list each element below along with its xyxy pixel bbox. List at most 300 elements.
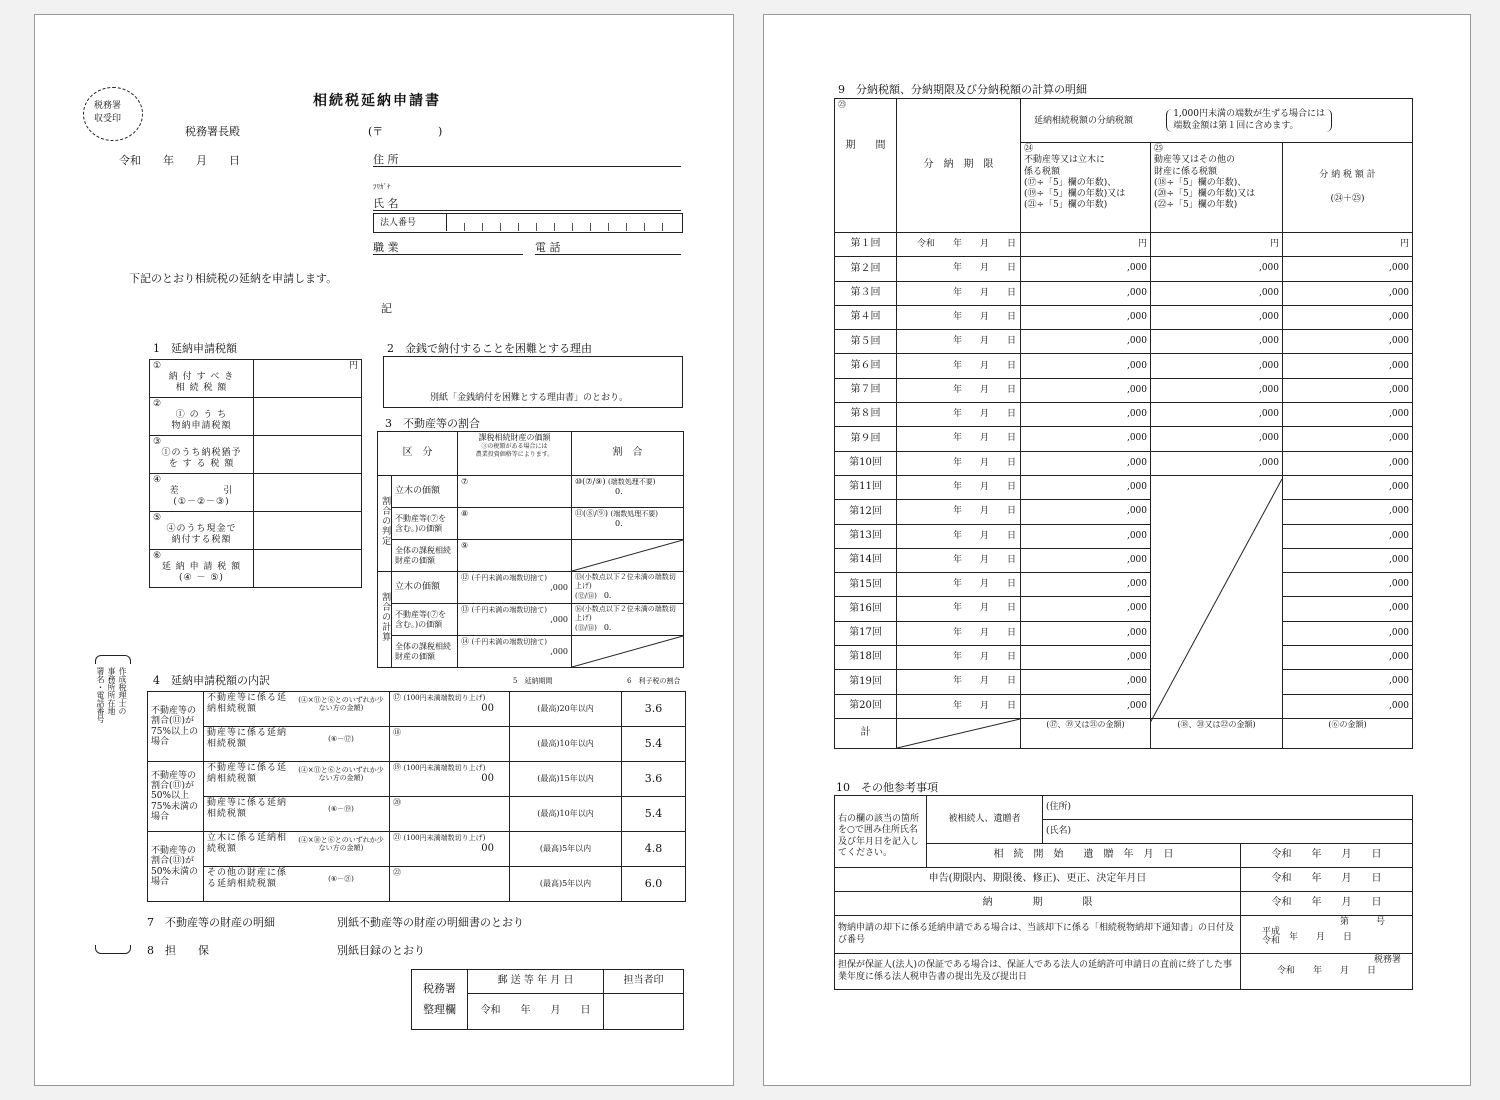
installment-deadline[interactable]: 年 月 日 bbox=[897, 548, 1021, 572]
installment-total[interactable]: ,000 bbox=[1283, 524, 1413, 548]
sec1-row-num: ⑤ bbox=[153, 513, 162, 523]
sec3-r3-diagonal bbox=[572, 540, 684, 572]
installment-label: 第16回 bbox=[835, 597, 897, 621]
section-10-title: 10 その他参考事項 bbox=[836, 781, 938, 794]
installment-total[interactable]: ,000 bbox=[1283, 670, 1413, 694]
section-7-title: 7 不動産等の財産の明細 bbox=[147, 916, 275, 929]
installment-col24[interactable]: ,000 bbox=[1021, 378, 1151, 402]
sec4-label: 不動産等に係る延納相続税額 bbox=[207, 763, 288, 785]
installment-row bbox=[835, 524, 1413, 548]
sec3-r5-ratio2: (⑬/⑭) bbox=[575, 623, 597, 632]
installment-deadline[interactable]: 年 月 日 bbox=[897, 475, 1021, 499]
occupation-label: 職 業 bbox=[373, 241, 399, 254]
installment-col24[interactable]: ,000 bbox=[1021, 427, 1151, 451]
installment-col24[interactable]: ,000 bbox=[1021, 621, 1151, 645]
installment-col24[interactable]: ,000 bbox=[1021, 305, 1151, 329]
sec1-row-value[interactable] bbox=[254, 474, 362, 512]
diagonal-line bbox=[572, 540, 683, 571]
installment-col24[interactable]: ,000 bbox=[1021, 500, 1151, 524]
sec3-r2-num[interactable]: ⑧ bbox=[458, 508, 572, 540]
sec3-r3-label: 全体の課税相続財産の価額 bbox=[392, 540, 458, 572]
sec4-condition: 不動産等の割合(⑪)が75%以上の場合 bbox=[148, 692, 204, 762]
address-label: 住 所 bbox=[373, 153, 399, 166]
sec4-rate: 6.0 bbox=[622, 867, 686, 902]
sec4-row bbox=[148, 727, 686, 762]
sec3-r1-ratio-val: 0. bbox=[615, 487, 623, 496]
installment-label: 第15回 bbox=[835, 573, 897, 597]
ref-butsunou-date-row bbox=[1244, 928, 1409, 946]
total-col25[interactable]: (⑱、⑳又は㉒の金額) bbox=[1151, 718, 1283, 748]
installment-label: 第４回 bbox=[835, 305, 897, 329]
sec4-term[interactable]: (最高)10年以内 bbox=[510, 797, 622, 832]
sec4-label: 動産等に係る延納相続税額 bbox=[207, 798, 288, 820]
installment-col24[interactable]: ,000 bbox=[1021, 475, 1151, 499]
ref-butsunou-value[interactable] bbox=[1241, 916, 1413, 954]
sec9-head-period-label: 期 間 bbox=[845, 140, 886, 151]
section-5-title: 5 延納期間 bbox=[513, 677, 553, 685]
installment-deadline[interactable]: 年 月 日 bbox=[897, 573, 1021, 597]
installment-deadline[interactable]: 年 月 日 bbox=[897, 403, 1021, 427]
phone-label: 電 話 bbox=[535, 241, 561, 254]
sec9-head-col24 bbox=[1021, 143, 1151, 233]
sec4-label: 動産等に係る延納相続税額 bbox=[207, 728, 288, 750]
installment-deadline[interactable]: 年 月 日 bbox=[897, 500, 1021, 524]
installment-col24[interactable]: ,000 bbox=[1021, 257, 1151, 281]
sec1-row-value[interactable] bbox=[254, 512, 362, 550]
form-title: 相続税延納申請書 bbox=[313, 93, 441, 109]
sec4-label-cell bbox=[204, 727, 390, 762]
ref-address[interactable]: (住所) bbox=[1043, 796, 1413, 820]
tax-accountant-side-note bbox=[93, 655, 129, 755]
bracket-top bbox=[95, 655, 131, 664]
installment-row bbox=[835, 281, 1413, 305]
installment-col24[interactable]: ,000 bbox=[1021, 694, 1151, 718]
name-label: 氏 名 bbox=[373, 197, 399, 210]
receipt-stamp-circle bbox=[83, 87, 143, 141]
sec4-num: ⑰ bbox=[393, 693, 401, 702]
installment-col24[interactable]: ,000 bbox=[1021, 451, 1151, 475]
sec1-row bbox=[150, 512, 362, 550]
installment-label: 第３回 bbox=[835, 281, 897, 305]
tax-office-addressee: 税務署長殿 bbox=[185, 125, 240, 138]
installment-label: 第20回 bbox=[835, 694, 897, 718]
corporate-number-box[interactable] bbox=[373, 213, 683, 233]
sec4-note: (100円未満端数切り上げ) bbox=[403, 834, 486, 842]
section-3-group-judgement bbox=[378, 476, 392, 572]
installment-total[interactable]: ,000 bbox=[1283, 573, 1413, 597]
installment-deadline[interactable]: 年 月 日 bbox=[897, 378, 1021, 402]
sec4-label: 不動産等に係る延納相続税額 bbox=[207, 693, 288, 715]
sec1-row-label-cell bbox=[150, 474, 254, 512]
installment-total[interactable]: ,000 bbox=[1283, 378, 1413, 402]
sec4-label-cell bbox=[204, 867, 390, 902]
installment-deadline[interactable]: 年 月 日 bbox=[897, 646, 1021, 670]
sec1-row-label: 納 付 す べ き 相 続 税 額 bbox=[168, 372, 235, 393]
sec1-row bbox=[150, 398, 362, 436]
ref-start-date[interactable]: 令和 年 月 日 bbox=[1241, 844, 1413, 868]
section-9-col25-diagonal bbox=[1150, 479, 1282, 723]
sec3-r5-ratio[interactable] bbox=[572, 604, 684, 636]
sec4-amount-cell[interactable] bbox=[390, 832, 510, 867]
sec1-row bbox=[150, 474, 362, 512]
section-3-table bbox=[377, 431, 684, 668]
sec4-condition: 不動産等の割合(⑪)が50%以上75%未満の場合 bbox=[148, 762, 204, 832]
section-3-head-kubun: 区 分 bbox=[378, 432, 458, 476]
sec9-head-col24-num: ㉔ bbox=[1024, 144, 1034, 154]
section-9-title: 9 分納税額、分納期限及び分納税額の計算の明細 bbox=[838, 83, 1087, 96]
installment-col24[interactable]: ,000 bbox=[1021, 354, 1151, 378]
sec4-term[interactable]: (最高)5年以内 bbox=[510, 832, 622, 867]
section-2-text: 別紙「金銭納付を困難とする理由書」のとおり。 bbox=[430, 393, 629, 403]
stamp-text-1: 税務署 bbox=[94, 101, 122, 111]
section-8-value: 別紙目録のとおり bbox=[337, 944, 425, 957]
ki-marker: 記 bbox=[381, 302, 392, 315]
sec4-calc: (⑥－㉑) bbox=[328, 874, 354, 883]
section-2-box[interactable] bbox=[383, 356, 683, 408]
installment-total[interactable]: ,000 bbox=[1283, 451, 1413, 475]
installment-col24[interactable]: ,000 bbox=[1021, 548, 1151, 572]
corporate-number-digits bbox=[446, 214, 679, 231]
installment-total[interactable]: ,000 bbox=[1283, 330, 1413, 354]
installment-label: 第２回 bbox=[835, 257, 897, 281]
installment-row bbox=[835, 403, 1413, 427]
installment-col24[interactable]: ,000 bbox=[1021, 597, 1151, 621]
diagonal-line bbox=[897, 719, 1020, 748]
ref-guarantor-value[interactable] bbox=[1241, 954, 1413, 990]
installment-row bbox=[835, 694, 1413, 718]
installment-row bbox=[835, 305, 1413, 329]
ref-butsunou-era bbox=[1244, 928, 1280, 946]
installment-col25[interactable]: ,000 bbox=[1151, 378, 1283, 402]
sec1-row-value[interactable] bbox=[254, 550, 362, 588]
sec4-condition: 不動産等の割合(⑪)が50%未満の場合 bbox=[148, 832, 204, 902]
section-6-title: 6 利子税の割合 bbox=[627, 677, 681, 685]
ref-guarantor-date: 令和 年 月 日 bbox=[1276, 966, 1376, 977]
installment-col24[interactable]: ,000 bbox=[1021, 524, 1151, 548]
sec4-calc: (④×⑪と⑥とのいずれか少ない方の金額) bbox=[298, 765, 384, 783]
installment-total[interactable]: ,000 bbox=[1283, 305, 1413, 329]
installment-total-row bbox=[835, 718, 1413, 748]
office-box-date[interactable]: 令和 年 月 日 bbox=[468, 994, 604, 1030]
installment-col25[interactable]: ,000 bbox=[1151, 427, 1283, 451]
sec4-label-cell bbox=[204, 692, 390, 727]
sec3-r1-ratio-note: (端数処理不要) bbox=[608, 478, 656, 486]
ref-guarantor-office: 税務署 bbox=[1373, 955, 1401, 965]
sec1-row-num: ⑥ bbox=[153, 551, 162, 561]
sec4-term[interactable]: (最高)5年以内 bbox=[510, 867, 622, 902]
installment-deadline[interactable]: 年 月 日 bbox=[897, 354, 1021, 378]
name-field[interactable] bbox=[373, 197, 681, 211]
sec4-amount-cell[interactable] bbox=[390, 762, 510, 797]
installment-total[interactable]: ,000 bbox=[1283, 354, 1413, 378]
sec3-r2-ratio[interactable] bbox=[572, 508, 684, 540]
sec3-r4-ratio2: (⑫/⑭) bbox=[575, 591, 597, 600]
phone-field[interactable] bbox=[535, 241, 681, 255]
sec3-r5-ratio-label: ⑯(小数点以下２位未満の端数切上げ) bbox=[575, 605, 676, 622]
sec3-r6-num-text: ⑭ bbox=[461, 637, 469, 646]
section-10-table bbox=[834, 795, 1413, 990]
section-3-group-calc-label: 割合の計算 bbox=[380, 592, 391, 643]
ref-name[interactable]: (氏名) bbox=[1043, 820, 1413, 844]
sec4-num: ㉑ bbox=[393, 833, 401, 842]
sec4-num: ⑱ bbox=[393, 728, 401, 737]
sec4-label-cell bbox=[204, 797, 390, 832]
installment-col25[interactable]: ,000 bbox=[1151, 330, 1283, 354]
sec4-row bbox=[148, 797, 686, 832]
installment-deadline[interactable]: 年 月 日 bbox=[897, 694, 1021, 718]
sec9-head-period bbox=[835, 99, 897, 233]
sec9-head-amount-title: 延納相続税額の分納税額 bbox=[1034, 116, 1134, 126]
installment-label: 第５回 bbox=[835, 330, 897, 354]
sec1-row-label-cell bbox=[150, 398, 254, 436]
sec3-r4-num[interactable] bbox=[458, 572, 572, 604]
furigana-label: ﾌﾘｶﾞﾅ bbox=[373, 183, 391, 191]
installment-label: 第17回 bbox=[835, 621, 897, 645]
sec4-label-cell bbox=[204, 762, 390, 797]
sec4-term[interactable]: (最高)15年以内 bbox=[510, 762, 622, 797]
installment-col24[interactable]: ,000 bbox=[1021, 330, 1151, 354]
installment-total[interactable]: ,000 bbox=[1283, 257, 1413, 281]
total-label: 計 bbox=[835, 718, 897, 748]
stamp-text-2: 収受印 bbox=[94, 114, 122, 124]
section-3-title: 3 不動産等の割合 bbox=[385, 417, 480, 430]
installment-col25[interactable]: ,000 bbox=[1151, 281, 1283, 305]
installment-total[interactable]: ,000 bbox=[1283, 548, 1413, 572]
ref-due-date[interactable]: 令和 年 月 日 bbox=[1241, 892, 1413, 916]
installment-label: 第６回 bbox=[835, 354, 897, 378]
sec4-amount-cell[interactable] bbox=[390, 797, 510, 832]
ref-butsunou-date: 年 月 日 bbox=[1289, 932, 1353, 943]
ref-report-label: 申告(期限内、期限後、修正)、更正、決定年月日 bbox=[835, 868, 1241, 892]
sec3-r2-ratio-label: ⑪(⑧/⑨) bbox=[575, 509, 608, 518]
total-col24[interactable]: (⑰、⑲又は㉑の金額) bbox=[1021, 718, 1151, 748]
section-8-title: 8 担 保 bbox=[147, 944, 209, 957]
sec4-calc: (④×⑪と⑥とのいずれか少ない方の金額) bbox=[298, 695, 384, 713]
sec1-row-num: ③ bbox=[153, 437, 162, 447]
sec3-r5-amount: ,000 bbox=[550, 615, 568, 624]
sec1-row-num: ② bbox=[153, 399, 162, 409]
sec1-row-label: ④のうち現金で 納付する税額 bbox=[166, 524, 237, 545]
installment-label: 第８回 bbox=[835, 403, 897, 427]
address-field[interactable] bbox=[373, 153, 681, 167]
installment-label: 第19回 bbox=[835, 670, 897, 694]
installment-label: 第９回 bbox=[835, 427, 897, 451]
installment-deadline[interactable]: 年 月 日 bbox=[897, 427, 1021, 451]
section-7-value: 別紙不動産等の財産の明細書のとおり bbox=[337, 916, 524, 929]
sec3-r1-label: 立木の価額 bbox=[392, 476, 458, 508]
installment-col24[interactable]: ,000 bbox=[1021, 281, 1151, 305]
installment-label: 第14回 bbox=[835, 548, 897, 572]
sec4-calc: (⑥－⑰) bbox=[328, 734, 354, 743]
installment-label: 第18回 bbox=[835, 646, 897, 670]
installment-deadline[interactable]: 年 月 日 bbox=[897, 257, 1021, 281]
installment-col24[interactable]: 円 bbox=[1021, 233, 1151, 257]
sec3-r6-num[interactable] bbox=[458, 636, 572, 668]
sec9-head-num: ㉓ bbox=[838, 100, 846, 109]
sec3-r6-diagonal bbox=[572, 636, 684, 668]
sec4-label-cell bbox=[204, 832, 390, 867]
installment-col25[interactable]: ,000 bbox=[1151, 451, 1283, 475]
sec3-r5-label: 不動産等(⑦を含む。)の価額 bbox=[392, 604, 458, 636]
installment-row bbox=[835, 597, 1413, 621]
sec3-r4-label: 立木の価額 bbox=[392, 572, 458, 604]
sec4-calc: (⑥－⑲) bbox=[328, 804, 354, 813]
postal-code-open: (〒 bbox=[368, 125, 384, 138]
office-processing-box bbox=[411, 969, 684, 1030]
installment-col25[interactable]: ,000 bbox=[1151, 305, 1283, 329]
sec9-head-col25 bbox=[1151, 143, 1283, 233]
installment-row bbox=[835, 354, 1413, 378]
installment-label: 第１回 bbox=[835, 233, 897, 257]
section-3-group-judgement-label: 割合の判定 bbox=[380, 496, 391, 547]
installment-total[interactable]: 円 bbox=[1283, 233, 1413, 257]
installment-deadline[interactable]: 年 月 日 bbox=[897, 524, 1021, 548]
installment-total[interactable]: ,000 bbox=[1283, 621, 1413, 645]
installment-deadline[interactable]: 年 月 日 bbox=[897, 451, 1021, 475]
sec4-amount-cell[interactable] bbox=[390, 727, 510, 762]
sec3-r4-ratio-val: 0. bbox=[603, 590, 612, 600]
installment-deadline[interactable]: 年 月 日 bbox=[897, 330, 1021, 354]
installment-row bbox=[835, 451, 1413, 475]
installment-total[interactable]: ,000 bbox=[1283, 500, 1413, 524]
side-note-col-3: 署名・電話番号 bbox=[96, 667, 105, 723]
installment-col24[interactable]: ,000 bbox=[1021, 403, 1151, 427]
installment-total[interactable]: ,000 bbox=[1283, 646, 1413, 670]
sec1-row bbox=[150, 360, 362, 398]
sec4-rate: 3.6 bbox=[622, 692, 686, 727]
installment-col25[interactable]: ,000 bbox=[1151, 257, 1283, 281]
sec4-row bbox=[148, 692, 686, 727]
occupation-field[interactable] bbox=[373, 241, 523, 255]
installment-row bbox=[835, 573, 1413, 597]
sec3-r4-ratio-label: ⑬(小数点以下２位未満の端数切上げ) bbox=[575, 573, 676, 590]
sec3-r5-note: (千円未満の端数切捨て) bbox=[471, 606, 548, 614]
sec9-head-total-label: 分 納 税 額 計 bbox=[1319, 170, 1376, 181]
sec3-r1-ratio[interactable] bbox=[572, 476, 684, 508]
installment-label: 第13回 bbox=[835, 524, 897, 548]
sec3-r3-num[interactable]: ⑨ bbox=[458, 540, 572, 572]
sec1-row-num: ④ bbox=[153, 475, 162, 485]
installment-deadline[interactable]: 年 月 日 bbox=[897, 597, 1021, 621]
sec4-rate: 5.4 bbox=[622, 727, 686, 762]
sec1-row-value[interactable]: 円 bbox=[254, 360, 362, 398]
sec4-amount-cell[interactable] bbox=[390, 867, 510, 902]
installment-deadline[interactable]: 令和 年 月 日 bbox=[897, 233, 1021, 257]
section-4-title: 4 延納申請税額の内訳 bbox=[153, 674, 270, 687]
office-box-title: 税務署 整理欄 bbox=[412, 970, 468, 1030]
installment-total[interactable]: ,000 bbox=[1283, 475, 1413, 499]
sec1-row-value[interactable] bbox=[254, 436, 362, 474]
sec9-head-amount-note: 1,000円未満の端数が生ずる場合には 端数金額は第１回に含めます。 bbox=[1166, 109, 1332, 132]
installment-row bbox=[835, 500, 1413, 524]
installment-row bbox=[835, 646, 1413, 670]
sec4-term[interactable]: (最高)20年以内 bbox=[510, 692, 622, 727]
installment-total[interactable]: ,000 bbox=[1283, 281, 1413, 305]
installment-total[interactable]: ,000 bbox=[1283, 597, 1413, 621]
sec3-r5-num[interactable] bbox=[458, 604, 572, 636]
installment-col24[interactable]: ,000 bbox=[1021, 646, 1151, 670]
sec1-row-label-cell bbox=[150, 512, 254, 550]
sec4-row bbox=[148, 832, 686, 867]
installment-col25[interactable]: ,000 bbox=[1151, 403, 1283, 427]
sec1-row-label-cell bbox=[150, 436, 254, 474]
installment-label: 第10回 bbox=[835, 451, 897, 475]
installment-col24[interactable]: ,000 bbox=[1021, 670, 1151, 694]
section-3-head-value-text: 課税相続財産の価額 bbox=[478, 433, 551, 442]
bracket-bottom bbox=[95, 945, 131, 954]
sec3-r4-ratio[interactable] bbox=[572, 572, 684, 604]
sec4-num: ㉒ bbox=[393, 868, 401, 877]
installment-row bbox=[835, 257, 1413, 281]
ref-report-date[interactable]: 令和 年 月 日 bbox=[1241, 868, 1413, 892]
section-2-title: 2 金銭で納付することを困難とする理由 bbox=[387, 342, 592, 355]
ref-butsunou-era-2: 令和 bbox=[1262, 936, 1281, 947]
installment-deadline[interactable]: 年 月 日 bbox=[897, 281, 1021, 305]
ref-party-label: 被相続人、遺贈者 bbox=[927, 796, 1043, 844]
installment-total[interactable]: ,000 bbox=[1283, 427, 1413, 451]
section-1-title: 1 延納申請税額 bbox=[153, 342, 237, 355]
sec1-row-value[interactable] bbox=[254, 398, 362, 436]
sec3-r2-label: 不動産等(⑦を含む。)の価額 bbox=[392, 508, 458, 540]
installment-label: 第７回 bbox=[835, 378, 897, 402]
intro-statement: 下記のとおり相続税の延納を申請します。 bbox=[129, 272, 338, 285]
sec1-row-label: 差 引 (①－②－③) bbox=[169, 486, 234, 507]
installment-total[interactable]: ,000 bbox=[1283, 694, 1413, 718]
sec4-amount: 00 bbox=[481, 843, 494, 854]
section-3-group-calc bbox=[378, 572, 392, 668]
sec4-amount: 00 bbox=[481, 703, 494, 714]
installment-col25[interactable]: ,000 bbox=[1151, 354, 1283, 378]
sec4-note: (100円未満端数切り上げ) bbox=[403, 694, 486, 702]
sec4-note: (100円未満端数切り上げ) bbox=[403, 764, 486, 772]
sec4-calc: (④×⑩と⑥とのいずれか少ない方の金額) bbox=[298, 835, 384, 853]
office-box-mail-label: 郵 送 等 年 月 日 bbox=[468, 970, 604, 994]
sec4-amount-cell[interactable] bbox=[390, 692, 510, 727]
sec3-r1-num[interactable]: ⑦ bbox=[458, 476, 572, 508]
office-box-officer-label: 担当者印 bbox=[604, 970, 684, 994]
form-page-2 bbox=[763, 14, 1471, 1086]
installment-col25[interactable]: 円 bbox=[1151, 233, 1283, 257]
sec1-row-label-cell bbox=[150, 360, 254, 398]
form-page-1 bbox=[34, 14, 734, 1086]
sec1-row-num: ① bbox=[153, 361, 162, 371]
installment-label: 第12回 bbox=[835, 500, 897, 524]
ref-due-label: 納 期 限 bbox=[835, 892, 1241, 916]
sec3-r5-num-text: ⑬ bbox=[461, 605, 469, 614]
installment-deadline[interactable]: 年 月 日 bbox=[897, 305, 1021, 329]
sec3-r2-ratio-val: 0. bbox=[615, 519, 623, 528]
diagonal-line bbox=[572, 636, 683, 667]
installment-row bbox=[835, 621, 1413, 645]
installment-row bbox=[835, 548, 1413, 572]
sec9-head-total bbox=[1283, 143, 1413, 233]
total-sum[interactable]: (⑥の金額) bbox=[1283, 718, 1413, 748]
installment-deadline[interactable]: 年 月 日 bbox=[897, 621, 1021, 645]
sec4-term[interactable]: (最高)10年以内 bbox=[510, 727, 622, 762]
sec3-r2-ratio-note: (端数処理不要) bbox=[610, 510, 658, 518]
section-4-table bbox=[147, 691, 686, 902]
office-box-officer-seal[interactable] bbox=[604, 994, 684, 1030]
installment-deadline[interactable]: 年 月 日 bbox=[897, 670, 1021, 694]
sec4-rate: 4.8 bbox=[622, 832, 686, 867]
sec1-row bbox=[150, 550, 362, 588]
installment-total[interactable]: ,000 bbox=[1283, 403, 1413, 427]
section-3-head-value bbox=[458, 432, 572, 476]
sec3-r5-ratio-val: 0. bbox=[603, 622, 612, 632]
installment-row bbox=[835, 330, 1413, 354]
sec9-head-col24-text: 不動産等又は立木に 係る税額 (⑰÷「5」欄の年数)、 (⑲÷「5」欄の年数)又は (㉑÷「5」欄の年数) bbox=[1024, 155, 1126, 211]
installment-col24[interactable]: ,000 bbox=[1021, 573, 1151, 597]
